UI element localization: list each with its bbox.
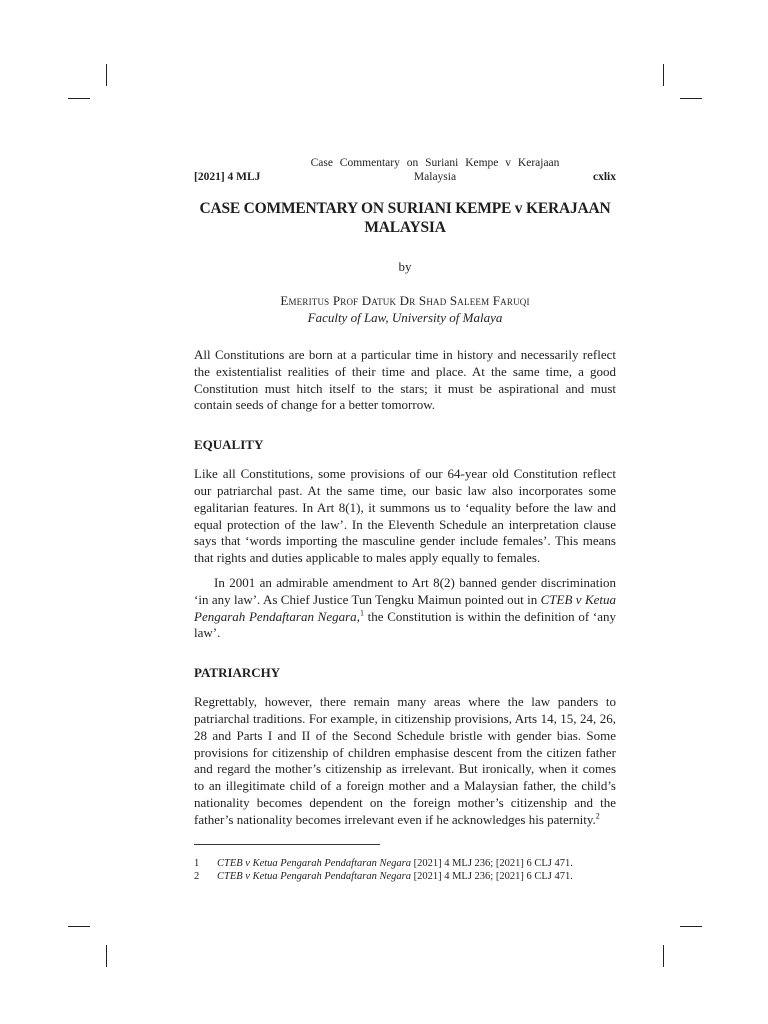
footnote-case-name: CTEB v Ketua Pengarah Pendaftaran Negara: [217, 871, 411, 883]
page-number: cxlix: [593, 171, 616, 183]
footnote-text: [217, 857, 573, 871]
header-running-title: [284, 156, 586, 184]
header-title-line-2: Malaysia: [413, 171, 457, 183]
footnote-text: [217, 870, 573, 884]
crop-mark-top-left-horizontal: [68, 98, 90, 99]
footnote-case-name: CTEB v Ketua Pengarah Pendaftaran Negara: [217, 857, 411, 869]
footnote-citation: [2021] 4 MLJ 236; [2021] 6 CLJ 471.: [410, 871, 573, 883]
header-citation: [2021] 4 MLJ: [194, 171, 261, 183]
case-name: CTEB v Ketua Pengarah Pendaftaran Negara: [194, 591, 616, 624]
author-affiliation: Faculty of Law, University of Malaya: [307, 310, 503, 325]
article-title: CASE COMMENTARY ON SURIANI KEMPE v KERAJAAN MALAYSIA: [199, 200, 611, 236]
running-header: [194, 156, 616, 186]
paragraph-text: the Constitution is within the definition of ‘any law’.: [194, 608, 617, 641]
equality-paragraph-2: In 2001 an admirable amendment to Art 8(2) banned gender discrimination ‘in any law’. As Chief Justice Tun Tengku Maimun pointed out in CTEB v Ketua Pengarah Pendaftaran Negara,$^1$ the Constitution is within the definition of ‘any law’.: [194, 574, 617, 641]
footnote-ref-2[interactable]: 2: [595, 811, 600, 821]
footnote-1: [194, 857, 616, 871]
byline-by: by: [398, 259, 412, 274]
crop-mark-top-right-horizontal: [680, 98, 702, 99]
author-name: Emeritus Prof Datuk Dr Shad Saleem Faruqi: [280, 293, 530, 308]
crop-mark-bottom-left-vertical: [106, 945, 107, 967]
equality-paragraph-1: Like all Constitutions, some provisions of our 64-year old Constitution reflect our patriarchal past. At the same time, our basic law also incorporates some egalitarian features. In Art 8(1), it summons us to ‘equality before the law and equal protection of the law’. In the Eleventh Schedule an interpretation clause says that ‘words importing the masculine gender include females’. This means that rights and duties applicable to males apply equally to females.: [194, 466, 616, 566]
crop-mark-top-right-vertical: [663, 64, 664, 86]
crop-mark-top-left-vertical: [106, 64, 107, 86]
header-title-line-1: Case Commentary on Suriani Kempe v Kerajaan: [310, 157, 560, 169]
document-page: [194, 156, 616, 884]
section-heading-patriarchy: PATRIARCHY: [194, 665, 281, 681]
section-heading-equality: EQUALITY: [194, 437, 264, 453]
footnote-number: 1: [194, 857, 200, 869]
patriarchy-paragraph-1: [194, 694, 616, 828]
footnote-divider: [194, 844, 380, 845]
paragraph-text: Regrettably, however, there remain many areas where the law panders to patriarchal traditions. For example, in citizenship provisions, Arts 14, 15, 24, 26, 28 and Parts I and II of the Second Schedule bristle with gender bias. Some provisions for citizenship of children emphasise descent from the citizen father and regard the mother’s citizenship as irrelevant. But ironically, when it comes to an illegitimate child of a foreign mother and a Malaysian father, the child’s nationality becomes dependent on the foreign mother’s citizenship and the father’s nationality becomes irrelevant even if he acknowledges his paternity.: [194, 694, 616, 827]
footnote-2: [194, 870, 616, 884]
crop-mark-bottom-right-vertical: [663, 945, 664, 967]
crop-mark-bottom-left-horizontal: [68, 926, 90, 927]
intro-paragraph: All Constitutions are born at a particular time in history and necessarily reflect the existentialist realities of their time and place. At the same time, a good Constitution must hitch itself to the stars; it must be aspirational and must contain seeds of change for a better tomorrow.: [194, 347, 616, 413]
footnote-number: 2: [194, 871, 200, 883]
footnote-citation: [2021] 4 MLJ 236; [2021] 6 CLJ 471.: [410, 857, 573, 869]
footnotes: [194, 857, 616, 884]
paragraph-text: In 2001 an admirable amendment to Art 8(2) banned gender discrimination ‘in any law’. As Chief Justice Tun Tengku Maimun pointed out in: [194, 574, 616, 607]
crop-mark-bottom-right-horizontal: [680, 926, 702, 927]
footnote-ref-1[interactable]: 1: [359, 608, 364, 618]
